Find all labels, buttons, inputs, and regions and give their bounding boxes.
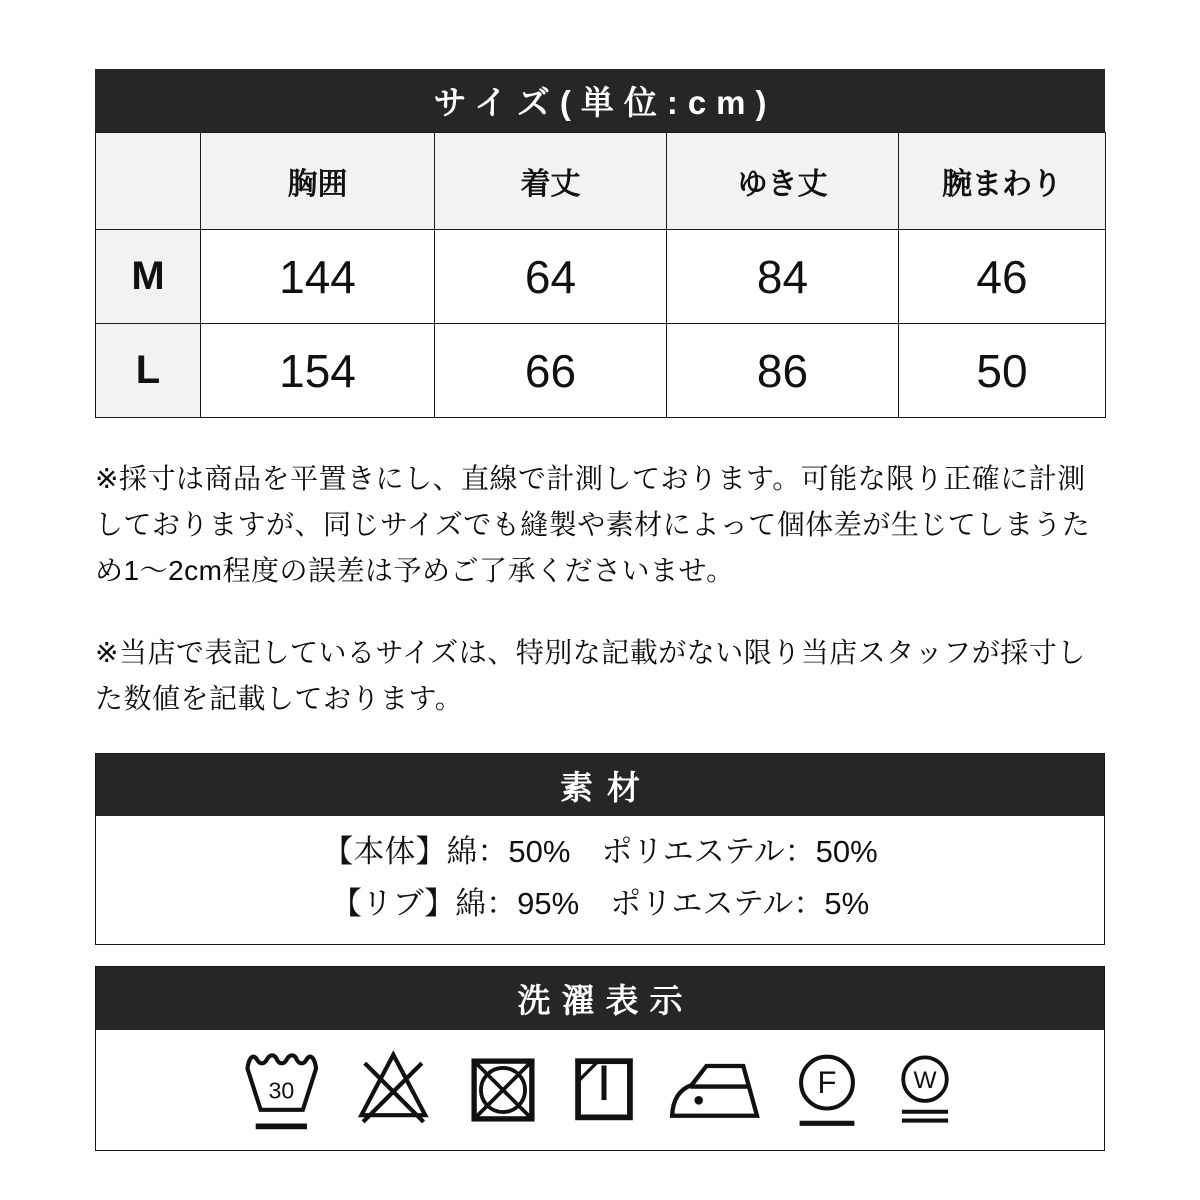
material-title-bar bbox=[96, 754, 1104, 816]
size-section bbox=[95, 69, 1105, 418]
product-spec-sheet bbox=[95, 0, 1105, 1151]
material-rib-line: 【リブ】綿：95% ポリエステル：5% bbox=[330, 886, 870, 921]
svg-text:W: W bbox=[913, 1066, 937, 1094]
material-title: 素材 bbox=[560, 768, 654, 806]
column-header-arm-width: 腕まわり bbox=[899, 133, 1106, 230]
size-row-m-label: M bbox=[96, 230, 201, 324]
care-section bbox=[95, 966, 1105, 1151]
size-m-sleeve-value: 84 bbox=[667, 230, 899, 324]
size-l-bust-value: 154 bbox=[201, 324, 435, 418]
size-m-arm-value: 46 bbox=[899, 230, 1106, 324]
dry-clean-F-mild-icon bbox=[790, 1050, 864, 1130]
size-row-l bbox=[96, 324, 1106, 418]
staff-measured-note: ※当店で表記しているサイズは、特別な記載がない限り当店スタッフが採寸した数値を記載しております。 bbox=[95, 637, 1086, 714]
size-table-header-row bbox=[96, 133, 1106, 230]
size-l-length-value: 66 bbox=[435, 324, 667, 418]
corner-cell bbox=[96, 133, 201, 230]
size-table bbox=[95, 132, 1106, 418]
material-body-line: 【本体】綿：50% ポリエステル：50% bbox=[322, 834, 878, 869]
size-m-length-value: 64 bbox=[435, 230, 667, 324]
wash-30-mild-icon bbox=[241, 1047, 325, 1133]
size-l-sleeve-value: 86 bbox=[667, 324, 899, 418]
svg-text:30: 30 bbox=[268, 1077, 295, 1104]
measurement-disclaimer-note: ※採寸は商品を平置きにし、直線で計測しております。可能な限り正確に計測しておりますが、同じサイズでも縫製や素材によって個体差が生じてしまうため1〜2cm程度の誤差は予めご了承くださいませ。 bbox=[95, 463, 1091, 586]
material-content bbox=[96, 816, 1104, 944]
svg-text:F: F bbox=[817, 1064, 837, 1100]
material-section bbox=[95, 753, 1105, 945]
size-title-bar bbox=[95, 69, 1105, 132]
size-row-m bbox=[96, 230, 1106, 324]
size-m-bust-value: 144 bbox=[201, 230, 435, 324]
care-title-bar bbox=[96, 967, 1104, 1030]
column-header-body-length: 着丈 bbox=[435, 133, 667, 230]
line-dry-in-shade-icon bbox=[568, 1052, 640, 1128]
size-title: サイズ(単位:cm) bbox=[433, 84, 777, 121]
column-header-sleeve-length: ゆき丈 bbox=[667, 133, 899, 230]
care-title: 洗濯表示 bbox=[517, 982, 694, 1019]
care-icons-row bbox=[96, 1030, 1104, 1150]
column-header-bust: 胸囲 bbox=[201, 133, 435, 230]
no-bleach-icon bbox=[352, 1048, 438, 1132]
no-tumble-dry-icon bbox=[465, 1051, 541, 1129]
iron-low-heat-icon bbox=[667, 1055, 763, 1125]
size-row-l-label: L bbox=[96, 324, 201, 418]
size-l-arm-value: 50 bbox=[899, 324, 1106, 418]
wet-clean-W-very-mild-icon bbox=[891, 1053, 959, 1127]
